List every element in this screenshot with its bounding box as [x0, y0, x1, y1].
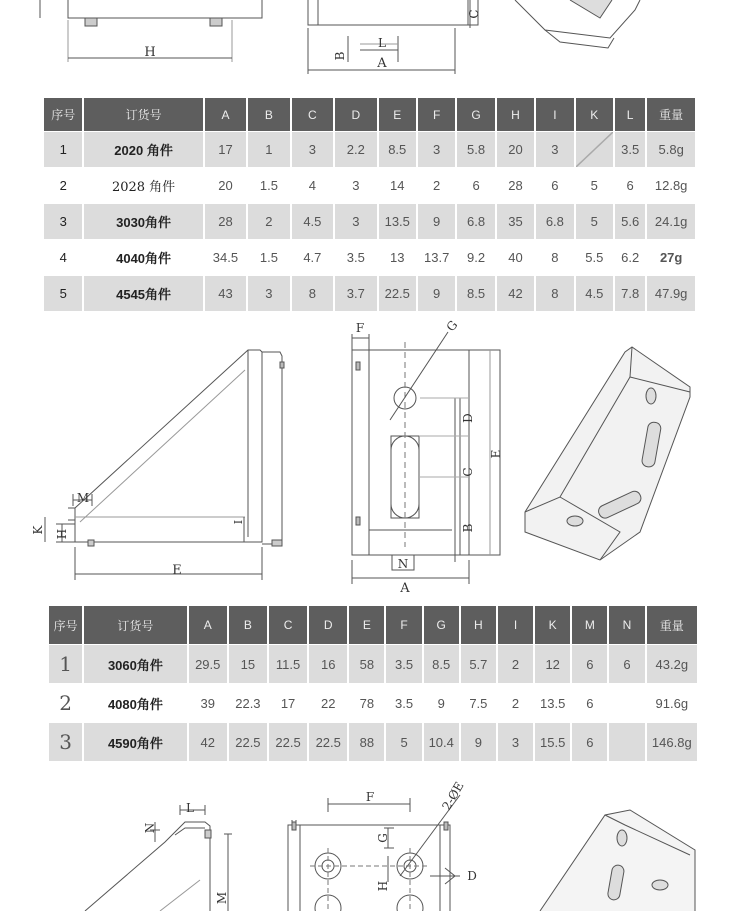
header-cell: A — [205, 98, 246, 131]
table-cell: 5.8 — [457, 132, 494, 167]
dim-label-b: B — [461, 523, 475, 533]
table-cell: 5.8g — [647, 132, 695, 167]
table-cell: 14 — [379, 168, 416, 203]
table-header-row — [49, 606, 697, 644]
table-cell: 2 — [498, 645, 533, 683]
table-row — [49, 684, 697, 722]
header-cell: H — [497, 98, 534, 131]
spec-table-small-brackets — [42, 97, 697, 312]
dim-label-i: I — [232, 519, 245, 525]
table-cell: 39 — [189, 684, 227, 722]
table-cell: 5.6 — [615, 204, 645, 239]
table-cell: 13.5 — [379, 204, 416, 239]
table-cell: 6 — [536, 168, 573, 203]
table-cell: 47.9g — [647, 276, 695, 311]
table-cell: 17 — [269, 684, 307, 722]
table-cell: 20 — [205, 168, 246, 203]
header-cell: I — [536, 98, 573, 131]
table-cell: 4 — [292, 168, 333, 203]
table-row — [44, 276, 695, 311]
table-row — [44, 168, 695, 203]
header-cell: 序号 — [44, 98, 82, 131]
table-cell: 13 — [379, 240, 416, 275]
dim-label-e-vertical: E — [489, 449, 503, 459]
table-cell: 6.8 — [457, 204, 494, 239]
table-cell: 2 — [498, 684, 533, 722]
table-cell: 10.4 — [424, 723, 459, 761]
top-technical-drawing — [0, 0, 750, 95]
table-cell: 9 — [461, 723, 496, 761]
table-row — [49, 645, 697, 683]
spec-table-large-brackets — [47, 605, 699, 762]
dim-label-l: L — [186, 801, 194, 815]
middle-technical-drawing — [0, 312, 750, 602]
table-cell: 3 — [248, 276, 289, 311]
table-cell: 5 — [386, 723, 421, 761]
table-cell — [609, 684, 644, 722]
table-cell: 4.7 — [292, 240, 333, 275]
table-cell: 20 — [497, 132, 534, 167]
dim-label-m: M — [215, 891, 229, 905]
table-cell: 8.5 — [457, 276, 494, 311]
header-cell: 重量 — [647, 606, 697, 644]
header-cell: B — [229, 606, 267, 644]
table-cell: 3 — [49, 723, 82, 761]
table-cell: 9 — [424, 684, 459, 722]
header-cell: C — [292, 98, 333, 131]
dim-label-h: H — [376, 880, 390, 892]
table-cell: 146.8g — [647, 723, 697, 761]
dim-label-l: L — [378, 36, 386, 50]
table-cell: 78 — [349, 684, 384, 722]
dim-label-n: N — [143, 822, 157, 834]
dim-label-e: E — [172, 563, 182, 578]
table-cell: 3.5 — [386, 684, 421, 722]
table-cell: 43.2g — [647, 645, 697, 683]
table-cell: 4080角件 — [84, 684, 186, 722]
table-cell: 1.5 — [248, 240, 289, 275]
table-cell: 3 — [292, 132, 333, 167]
header-cell: B — [248, 98, 289, 131]
table-cell: 8.5 — [379, 132, 416, 167]
table-cell: 42 — [189, 723, 227, 761]
dim-label-f: F — [365, 790, 375, 804]
table-cell: 17 — [205, 132, 246, 167]
table-cell: 8 — [536, 240, 573, 275]
table-cell: 29.5 — [189, 645, 227, 683]
table-cell: 2 — [248, 204, 289, 239]
dim-label-hole: 2-ØE — [439, 779, 467, 813]
table-cell: 13.7 — [418, 240, 455, 275]
table-cell: 6 — [572, 723, 607, 761]
header-cell: F — [386, 606, 421, 644]
table-cell: 1.5 — [248, 168, 289, 203]
table-cell: 16 — [309, 645, 347, 683]
table-cell: 58 — [349, 645, 384, 683]
table-cell: 8 — [536, 276, 573, 311]
header-cell: E — [379, 98, 416, 131]
table-cell: 4.5 — [576, 276, 613, 311]
table-cell: 3.5 — [386, 645, 421, 683]
table-cell: 3.7 — [335, 276, 376, 311]
header-cell: D — [335, 98, 376, 131]
dim-label-n: N — [397, 557, 409, 571]
table-cell: 91.6g — [647, 684, 697, 722]
table-cell: 6 — [572, 684, 607, 722]
dim-label-c: C — [461, 467, 475, 477]
table-cell: 22.5 — [309, 723, 347, 761]
dim-label-a: A — [400, 581, 410, 596]
table-cell: 5 — [44, 276, 82, 311]
table-cell: 4 — [44, 240, 82, 275]
table-cell: 15.5 — [535, 723, 570, 761]
table-cell: 3.5 — [615, 132, 645, 167]
dim-label-h: H — [55, 528, 69, 540]
table-cell: 7.5 — [461, 684, 496, 722]
table-cell: 3 — [536, 132, 573, 167]
table-cell: 3 — [44, 204, 82, 239]
header-cell: 重量 — [647, 98, 695, 131]
header-cell: D — [309, 606, 347, 644]
table-cell: 9 — [418, 276, 455, 311]
table-cell — [609, 723, 644, 761]
table-cell: 3030角件 — [84, 204, 202, 239]
table-cell: 3060角件 — [84, 645, 186, 683]
header-cell: M — [572, 606, 607, 644]
table-cell: 2 — [44, 168, 82, 203]
table-cell: 27g — [647, 240, 695, 275]
header-cell: K — [535, 606, 570, 644]
table-cell: 11.5 — [269, 645, 307, 683]
table-cell: 5 — [576, 204, 613, 239]
table-cell: 4040角件 — [84, 240, 202, 275]
dim-label-g: G — [376, 833, 390, 843]
table-cell: 5.7 — [461, 645, 496, 683]
header-cell: L — [615, 98, 645, 131]
dim-label-k: K — [31, 525, 45, 535]
header-cell: K — [576, 98, 613, 131]
table-cell: 8 — [292, 276, 333, 311]
table-cell: 1 — [248, 132, 289, 167]
table-cell: 2 — [418, 168, 455, 203]
header-cell: I — [498, 606, 533, 644]
header-cell: A — [189, 606, 227, 644]
table-cell: 7.8 — [615, 276, 645, 311]
table-cell: 1 — [49, 645, 82, 683]
dim-label-d: D — [467, 869, 477, 883]
table-cell: 4.5 — [292, 204, 333, 239]
table-cell: 6 — [615, 168, 645, 203]
table-cell: 6 — [609, 645, 644, 683]
table-cell: 42 — [497, 276, 534, 311]
table-cell: 6 — [572, 645, 607, 683]
dim-label-d: D — [461, 413, 475, 423]
table-cell: 2 — [49, 684, 82, 722]
header-cell: G — [424, 606, 459, 644]
table-cell: 3.5 — [335, 240, 376, 275]
dim-label-c: C — [467, 9, 481, 19]
dim-label-b: B — [333, 51, 347, 61]
table-cell: 15 — [229, 645, 267, 683]
table-cell: 2028 角件 — [84, 168, 202, 203]
table-cell: 28 — [205, 204, 246, 239]
header-cell: E — [349, 606, 384, 644]
table-cell: 12 — [535, 645, 570, 683]
table-cell: 6.8 — [536, 204, 573, 239]
header-cell: 序号 — [49, 606, 82, 644]
table-cell-empty — [576, 132, 613, 167]
dim-label-a: A — [377, 56, 387, 71]
table-cell: 4545角件 — [84, 276, 202, 311]
table-cell: 12.8g — [647, 168, 695, 203]
table-cell: 6 — [457, 168, 494, 203]
table-cell: 9 — [418, 204, 455, 239]
table-cell: 8.5 — [424, 645, 459, 683]
table-cell: 43 — [205, 276, 246, 311]
table-cell: 28 — [497, 168, 534, 203]
table-cell: 24.1g — [647, 204, 695, 239]
table-cell: 5 — [576, 168, 613, 203]
table-cell: 9.2 — [457, 240, 494, 275]
table-header-row — [44, 98, 695, 131]
table-cell: 13.5 — [535, 684, 570, 722]
table-row — [44, 132, 695, 167]
table-row — [44, 204, 695, 239]
table-cell: 22.5 — [269, 723, 307, 761]
dim-label-m: M — [76, 491, 90, 505]
table-cell: 35 — [497, 204, 534, 239]
table-row — [44, 240, 695, 275]
table-cell: 5.5 — [576, 240, 613, 275]
table-cell: 3 — [335, 168, 376, 203]
table-cell: 4590角件 — [84, 723, 186, 761]
header-cell: F — [418, 98, 455, 131]
table-cell: 3 — [335, 204, 376, 239]
table-cell: 6.2 — [615, 240, 645, 275]
table-cell: 34.5 — [205, 240, 246, 275]
table-cell: 22.5 — [229, 723, 267, 761]
table-cell: 2.2 — [335, 132, 376, 167]
dim-label-g: G — [443, 317, 461, 335]
table-cell: 2020 角件 — [84, 132, 202, 167]
bottom-technical-drawing — [0, 770, 750, 911]
header-cell: N — [609, 606, 644, 644]
dim-label-h: H — [144, 45, 156, 60]
dim-label-f: F — [355, 321, 365, 335]
table-cell: 22.3 — [229, 684, 267, 722]
table-cell: 40 — [497, 240, 534, 275]
header-cell: 订货号 — [84, 98, 202, 131]
table-cell: 3 — [498, 723, 533, 761]
header-cell: C — [269, 606, 307, 644]
table-cell: 1 — [44, 132, 82, 167]
header-cell: H — [461, 606, 496, 644]
table-cell: 22 — [309, 684, 347, 722]
table-cell: 88 — [349, 723, 384, 761]
header-cell: 订货号 — [84, 606, 186, 644]
table-cell: 22.5 — [379, 276, 416, 311]
header-cell: G — [457, 98, 494, 131]
table-row — [49, 723, 697, 761]
table-cell: 3 — [418, 132, 455, 167]
